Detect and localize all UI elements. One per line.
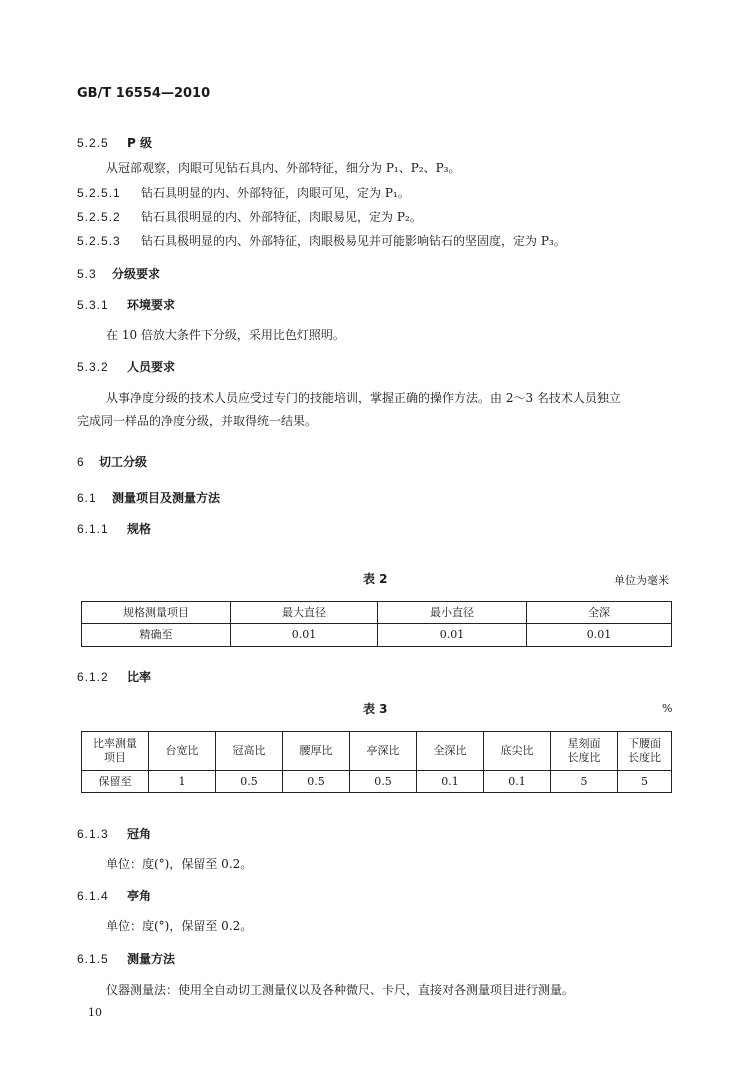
table-header-cell: 台宽比 bbox=[149, 732, 216, 771]
paragraph: 单位：度(°)，保留至 0.2。 bbox=[106, 919, 253, 933]
section-number: 5.2.5.1 bbox=[77, 186, 121, 200]
section-number: 6.1.5 bbox=[77, 952, 109, 966]
ratio-table bbox=[81, 731, 672, 793]
paragraph: 完成同一样品的净度分级，并取得统一结果。 bbox=[77, 414, 318, 428]
table-header-cell: 最大直径 bbox=[231, 602, 378, 624]
table-cell: 0.01 bbox=[378, 624, 527, 647]
table-cell: 0.5 bbox=[283, 771, 350, 793]
table-cell: 保留至 bbox=[82, 771, 149, 793]
table-cell: 1 bbox=[149, 771, 216, 793]
paragraph: 从事净度分级的技术人员应受过专门的技能培训，掌握正确的操作方法。由 2～3 名技术人员独立 bbox=[106, 391, 621, 405]
section-title: 测量方法 bbox=[127, 952, 176, 966]
table-header-cell: 底尖比 bbox=[484, 732, 551, 771]
section-number: 5.3.1 bbox=[77, 298, 109, 312]
paragraph: 钻石具很明显的内、外部特征，肉眼易见，定为 P₂。 bbox=[141, 210, 422, 224]
paragraph: 在 10 倍放大条件下分级，采用比色灯照明。 bbox=[106, 328, 345, 342]
table-header-cell: 亭深比 bbox=[350, 732, 417, 771]
section-title: 人员要求 bbox=[127, 360, 176, 374]
section-title: 比率 bbox=[127, 670, 152, 684]
paragraph: 仪器测量法：使用全自动切工测量仪以及各种微尺、卡尺，直接对各测量项目进行测量。 bbox=[106, 983, 575, 997]
table-cell: 0.1 bbox=[484, 771, 551, 793]
table-cell: 5 bbox=[618, 771, 672, 793]
section-number: 6.1.3 bbox=[77, 827, 109, 841]
section-number: 5.2.5 bbox=[77, 136, 109, 150]
paragraph: 钻石具明显的内、外部特征，肉眼可见，定为 P₁。 bbox=[141, 186, 410, 200]
paragraph: 单位：度(°)，保留至 0.2。 bbox=[106, 857, 253, 871]
table-unit: % bbox=[662, 702, 673, 715]
section-title: 亭角 bbox=[127, 889, 152, 903]
table-cell: 0.01 bbox=[527, 624, 672, 647]
table-cell: 0.5 bbox=[216, 771, 283, 793]
table-caption: 表 2 bbox=[363, 572, 388, 586]
section-title: 分级要求 bbox=[112, 267, 161, 281]
section-number: 6.1 bbox=[77, 491, 97, 505]
table-header-cell: 最小直径 bbox=[378, 602, 527, 624]
section-number: 6.1.1 bbox=[77, 522, 109, 536]
section-title: 冠角 bbox=[127, 827, 152, 841]
section-number: 5.2.5.3 bbox=[77, 234, 121, 248]
section-title: 环境要求 bbox=[127, 298, 176, 312]
table-header-cell: 比率测量 项目 bbox=[82, 732, 149, 771]
page-number: 10 bbox=[88, 1006, 102, 1019]
table-header-cell: 规格测量项目 bbox=[82, 602, 231, 624]
section-number: 6.1.4 bbox=[77, 889, 109, 903]
section-number: 5.3 bbox=[77, 267, 97, 281]
table-cell: 5 bbox=[551, 771, 618, 793]
section-title: 测量项目及测量方法 bbox=[112, 491, 221, 505]
section-number: 6.1.2 bbox=[77, 670, 109, 684]
table-unit: 单位为毫米 bbox=[614, 574, 669, 587]
table-cell: 0.01 bbox=[231, 624, 378, 647]
table-header-cell: 冠高比 bbox=[216, 732, 283, 771]
section-title: 切工分级 bbox=[99, 455, 148, 469]
section-number: 6 bbox=[77, 455, 85, 469]
table-header-cell: 腰厚比 bbox=[283, 732, 350, 771]
table-header-cell: 全深比 bbox=[417, 732, 484, 771]
table-cell: 0.1 bbox=[417, 771, 484, 793]
section-title: 规格 bbox=[127, 522, 152, 536]
paragraph: 从冠部观察，肉眼可见钻石具内、外部特征，细分为 P₁、P₂、P₃。 bbox=[106, 161, 461, 175]
section-title: P 级 bbox=[127, 136, 152, 150]
table-header-cell: 全深 bbox=[527, 602, 672, 624]
table-header-cell: 下腰面 长度比 bbox=[618, 732, 672, 771]
standard-number: GB/T 16554—2010 bbox=[77, 86, 211, 101]
paragraph: 钻石具极明显的内、外部特征，肉眼极易见并可能影响钻石的坚固度，定为 P₃。 bbox=[141, 234, 566, 248]
table-cell: 0.5 bbox=[350, 771, 417, 793]
section-number: 5.2.5.2 bbox=[77, 210, 121, 224]
table-header-cell: 星刻面 长度比 bbox=[551, 732, 618, 771]
table-cell: 精确至 bbox=[82, 624, 231, 647]
table-caption: 表 3 bbox=[363, 702, 388, 716]
specification-table bbox=[81, 601, 672, 647]
section-number: 5.3.2 bbox=[77, 360, 109, 374]
